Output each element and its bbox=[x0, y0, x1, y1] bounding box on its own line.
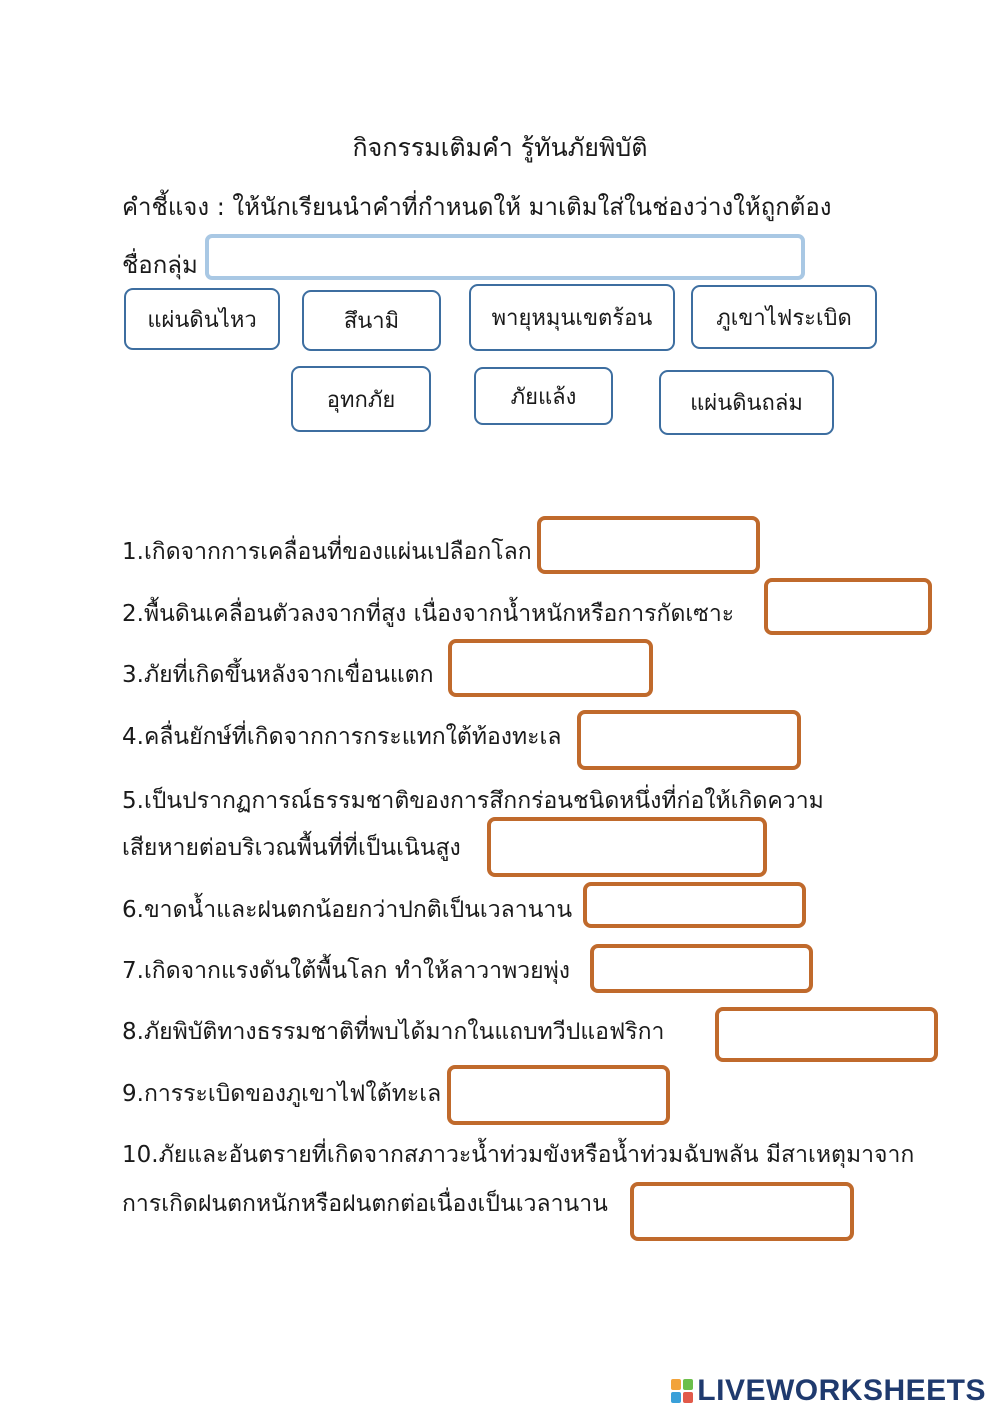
answer-input[interactable] bbox=[590, 944, 813, 993]
question-text: 1.เกิดจากการเคลื่อนที่ของแผ่นเปลือกโลก bbox=[122, 539, 532, 565]
liveworksheets-logo-icon bbox=[671, 1379, 693, 1403]
question-text: เสียหายต่อบริเวณพื้นที่ที่เป็นเนินสูง bbox=[122, 835, 461, 861]
answer-input[interactable] bbox=[577, 710, 801, 770]
liveworksheets-brand-text: LIVEWORKSHEETS bbox=[697, 1374, 986, 1407]
word-bank-item[interactable]: แผ่นดินไหว bbox=[124, 288, 280, 350]
liveworksheets-brand bbox=[671, 1374, 986, 1408]
question-text: การเกิดฝนตกหนักหรือฝนตกต่อเนื่องเป็นเวลานาน bbox=[122, 1191, 608, 1217]
word-bank-item[interactable]: อุทกภัย bbox=[291, 366, 431, 432]
question-text: 2.พื้นดินเคลื่อนตัวลงจากที่สูง เนื่องจากน้ำหนักหรือการกัดเซาะ bbox=[122, 601, 735, 627]
question-text: 6.ขาดน้ำและฝนตกน้อยกว่าปกติเป็นเวลานาน bbox=[122, 897, 573, 923]
question-text: 8.ภัยพิบัติทางธรรมชาติที่พบได้มากในแถบทวีปแอฟริกา bbox=[122, 1019, 665, 1045]
answer-input[interactable] bbox=[764, 578, 932, 635]
answer-input[interactable] bbox=[447, 1065, 670, 1125]
answer-input[interactable] bbox=[487, 817, 767, 877]
question-text: 10.ภัยและอันตรายที่เกิดจากสภาวะน้ำท่วมขังหรือน้ำท่วมฉับพลัน มีสาเหตุมาจาก bbox=[122, 1142, 915, 1168]
group-name-input[interactable] bbox=[205, 234, 805, 280]
question-text: 7.เกิดจากแรงดันใต้พื้นโลก ทำให้ลาวาพวยพุ่ง bbox=[122, 958, 571, 984]
word-bank-item[interactable]: ภูเขาไฟระเบิด bbox=[691, 285, 877, 349]
worksheet-title: กิจกรรมเติมคำ รู้ทันภัยพิบัติ bbox=[352, 133, 648, 162]
word-bank-item[interactable]: พายุหมุนเขตร้อน bbox=[469, 284, 675, 351]
question-text: 4.คลื่นยักษ์ที่เกิดจากการกระแทกใต้ท้องทะเล bbox=[122, 724, 562, 750]
group-name-label: ชื่อกลุ่ม bbox=[122, 251, 198, 279]
word-bank-item[interactable]: สึนามิ bbox=[302, 290, 441, 351]
question-text: 3.ภัยที่เกิดขึ้นหลังจากเขื่อนแตก bbox=[122, 662, 434, 688]
answer-input[interactable] bbox=[448, 639, 653, 697]
answer-input[interactable] bbox=[715, 1007, 938, 1062]
word-bank-item[interactable]: ภัยแล้ง bbox=[474, 367, 613, 425]
question-text: 9.การระเบิดของภูเขาไฟใต้ทะเล bbox=[122, 1081, 442, 1107]
answer-input[interactable] bbox=[630, 1182, 854, 1241]
question-text: 5.เป็นปรากฏการณ์ธรรมชาติของการสึกกร่อนชนิดหนึ่งที่ก่อให้เกิดความ bbox=[122, 788, 824, 814]
word-bank-item[interactable]: แผ่นดินถล่ม bbox=[659, 370, 834, 435]
answer-input[interactable] bbox=[583, 882, 806, 928]
answer-input[interactable] bbox=[537, 516, 760, 574]
instruction-text: คำชี้แจง : ให้นักเรียนนำคำที่กำหนดให้ มาเติมใส่ในช่องว่างให้ถูกต้อง bbox=[122, 193, 832, 221]
